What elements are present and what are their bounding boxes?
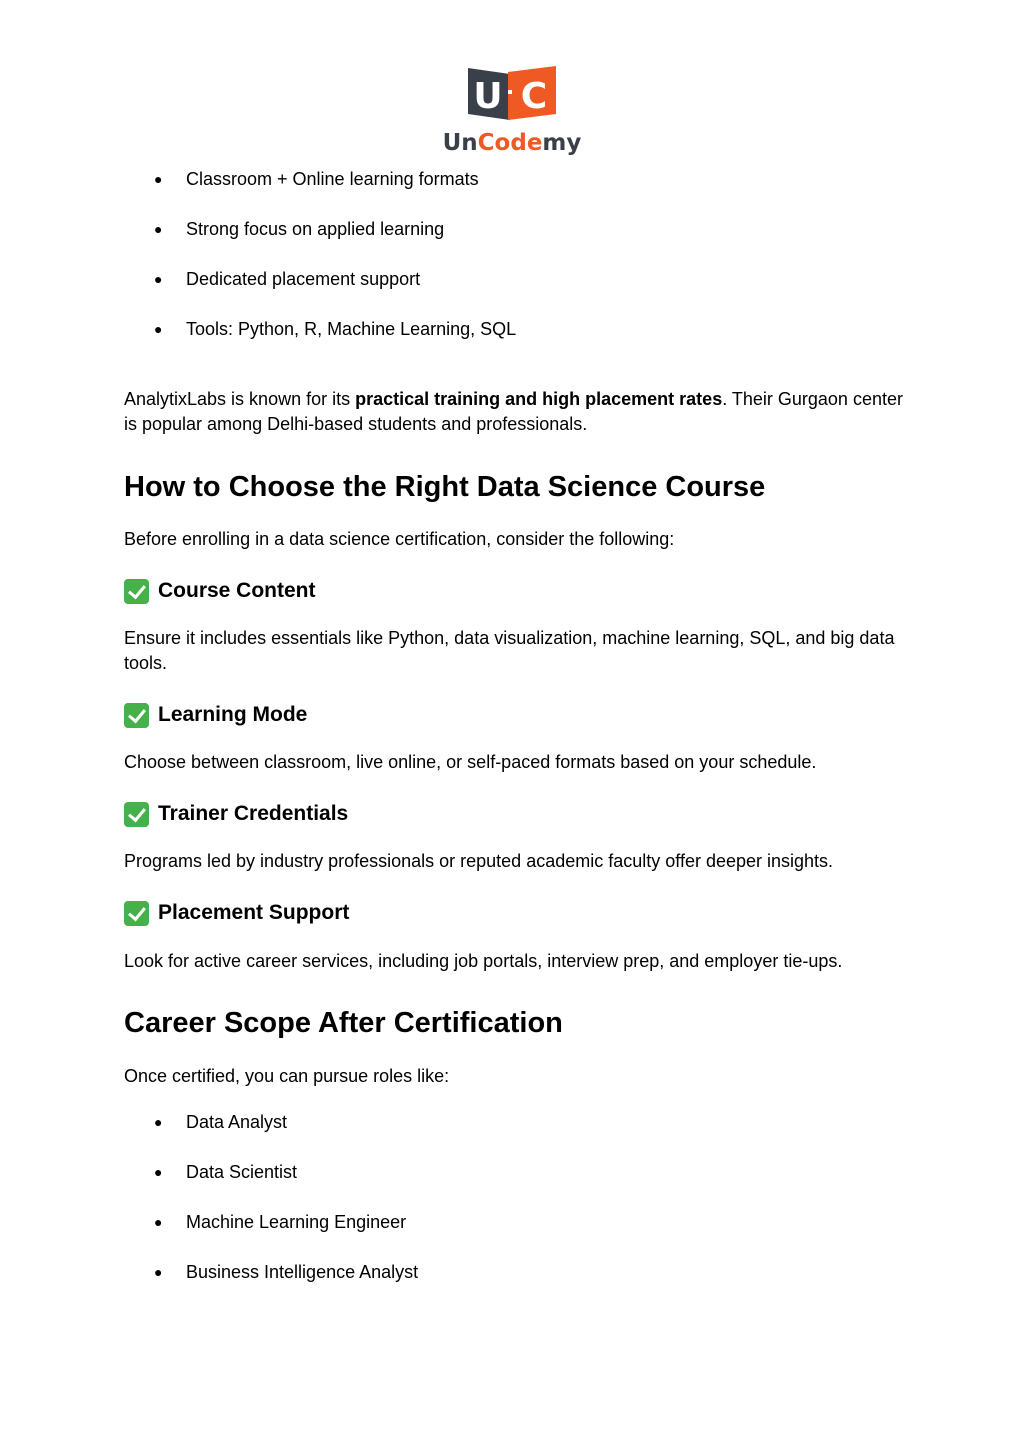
list-item: ● Dedicated placement support — [154, 269, 421, 289]
logo-word-code: Code — [477, 130, 543, 156]
list-item: ● Machine Learning Engineer — [154, 1212, 407, 1232]
list-item: ● Classroom + Online learning formats — [154, 169, 479, 189]
section-heading-choose-course: How to Choose the Right Data Science Course — [124, 471, 766, 503]
logo-word-un: Un — [442, 130, 478, 156]
check-mark-icon — [124, 901, 149, 926]
criteria-text: Look for active career services, including job portals, interview prep, and employer tie-ups. — [124, 951, 843, 971]
bullet-icon: ● — [154, 1264, 163, 1280]
criteria-heading: Course Content — [124, 578, 316, 604]
section-lead-text: Before enrolling in a data science certification, consider the following: — [124, 529, 675, 549]
section-lead-text: Once certified, you can pursue roles like: — [124, 1066, 450, 1086]
bullet-icon: ● — [154, 271, 163, 287]
criteria-text: Choose between classroom, live online, or self-paced formats based on your schedule. — [124, 752, 817, 772]
logo-monogram-c: C — [520, 76, 548, 117]
bullet-icon: ● — [154, 1164, 163, 1180]
section-heading-career-scope: Career Scope After Certification — [124, 1007, 563, 1039]
check-mark-icon — [124, 802, 149, 827]
list-item: ● Tools: Python, R, Machine Learning, SQL — [154, 319, 517, 339]
list-item: ● Business Intelligence Analyst — [154, 1262, 419, 1282]
check-mark-icon — [124, 703, 149, 728]
bullet-icon: ● — [154, 1114, 163, 1130]
logo-wordmark — [438, 130, 586, 156]
features-list — [154, 168, 516, 368]
list-item: ● Data Analyst — [154, 1112, 288, 1132]
bullet-icon: ● — [154, 171, 163, 187]
intro-bold-text: practical training and high placement rates — [355, 389, 723, 409]
list-item: ● Strong focus on applied learning — [154, 219, 445, 239]
criteria-heading: Trainer Credentials — [124, 801, 348, 827]
intro-paragraph: AnalytixLabs is known for its practical training and high placement rates. Their Gurgaon center is popular among Delhi-based students and professionals. — [124, 389, 903, 434]
criteria-text: Programs led by industry professionals or reputed academic faculty offer deeper insights. — [124, 851, 834, 871]
criteria-text: Ensure it includes essentials like Python, data visualization, machine learning, SQL, and big data tools. — [124, 628, 895, 673]
bullet-icon: ● — [154, 321, 163, 337]
bullet-icon: ● — [154, 221, 163, 237]
logo-monogram-u: U — [473, 76, 503, 117]
uncodemy-logo — [438, 64, 586, 160]
bullet-icon: ● — [154, 1214, 163, 1230]
uncodemy-monogram-icon — [438, 64, 586, 130]
logo-word-my: my — [542, 130, 582, 156]
list-item: ● Data Scientist — [154, 1162, 298, 1182]
criteria-heading: Placement Support — [124, 900, 349, 926]
roles-list — [154, 1111, 418, 1311]
criteria-heading: Learning Mode — [124, 702, 307, 728]
check-mark-icon — [124, 579, 149, 604]
